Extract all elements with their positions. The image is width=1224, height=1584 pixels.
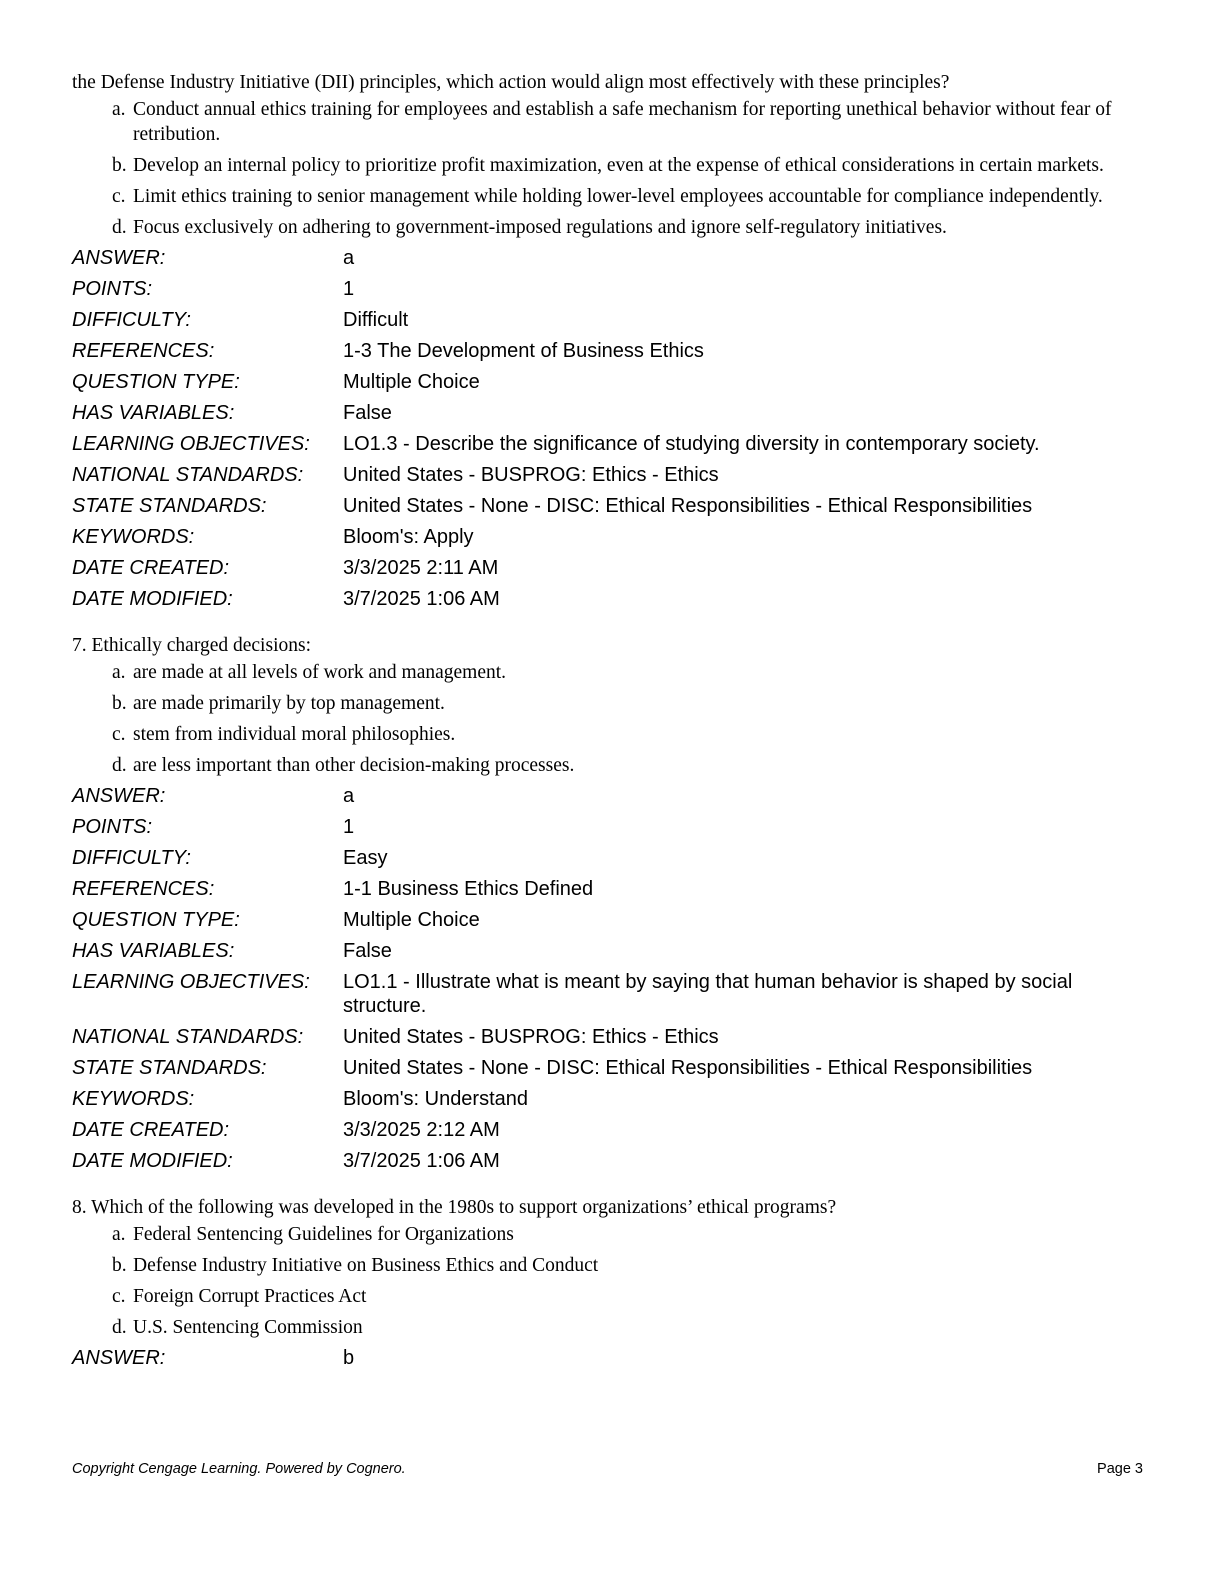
answer-choices (72, 1222, 1152, 1340)
meta-value: LO1.3 - Describe the significance of studying diversity in contemporary society. (343, 433, 1040, 455)
meta-row-has-variables (72, 939, 1152, 963)
meta-key: HAS VARIABLES: (72, 402, 235, 424)
meta-key: DATE CREATED: (72, 557, 230, 579)
meta-value: LO1.1 - Illustrate what is meant by saying that human behavior is shaped by social structure. (343, 971, 1073, 1017)
choice-letter: a. (112, 1224, 126, 1245)
meta-row-date-created (72, 1118, 1152, 1142)
meta-value: Bloom's: Apply (343, 526, 474, 548)
meta-row-points (72, 277, 1152, 301)
choice-text: Federal Sentencing Guidelines for Organizations (133, 1224, 514, 1245)
choice-b (72, 153, 1152, 178)
meta-key: REFERENCES: (72, 340, 215, 362)
meta-value: Difficult (343, 309, 409, 331)
meta-row-learning-objectives (72, 970, 1152, 1018)
meta-key: DIFFICULTY: (72, 309, 191, 331)
choice-c (72, 184, 1152, 209)
choice-d (72, 753, 1152, 778)
meta-value: a (343, 247, 355, 269)
meta-key: POINTS: (72, 816, 153, 838)
meta-key: KEYWORDS: (72, 1088, 195, 1110)
meta-row-points (72, 815, 1152, 839)
question-metadata (72, 246, 1152, 611)
choice-letter: c. (112, 1286, 126, 1307)
meta-key: POINTS: (72, 278, 153, 300)
choice-text: stem from individual moral philosophies. (133, 724, 456, 745)
meta-value: Bloom's: Understand (343, 1088, 529, 1110)
question-stem: 8. Which of the following was developed in the 1980s to support organizations’ ethical programs? (72, 1197, 837, 1218)
choice-c (72, 722, 1152, 747)
choice-letter: c. (112, 186, 126, 207)
meta-key: LEARNING OBJECTIVES: (72, 433, 310, 455)
meta-value: United States - BUSPROG: Ethics - Ethics (343, 1026, 719, 1048)
meta-row-keywords (72, 1087, 1152, 1111)
meta-row-keywords (72, 525, 1152, 549)
meta-key: LEARNING OBJECTIVES: (72, 971, 310, 993)
meta-row-question-type (72, 370, 1152, 394)
choice-letter: a. (112, 99, 126, 120)
choice-c (72, 1284, 1152, 1309)
choice-d (72, 1315, 1152, 1340)
meta-key: QUESTION TYPE: (72, 371, 240, 393)
choice-letter: a. (112, 662, 126, 683)
choice-text: are made at all levels of work and management. (133, 662, 507, 683)
question-block (72, 70, 1152, 611)
meta-key: REFERENCES: (72, 878, 215, 900)
meta-value: False (343, 402, 392, 424)
meta-value: 3/7/2025 1:06 AM (343, 1150, 500, 1172)
meta-row-learning-objectives (72, 432, 1152, 456)
meta-value: 1-1 Business Ethics Defined (343, 878, 594, 900)
meta-value: Multiple Choice (343, 371, 480, 393)
meta-row-date-created (72, 556, 1152, 580)
meta-row-has-variables (72, 401, 1152, 425)
meta-row-national-standards (72, 1025, 1152, 1049)
choice-letter: d. (112, 217, 127, 238)
meta-value: Multiple Choice (343, 909, 480, 931)
meta-key: ANSWER: (72, 785, 166, 807)
choice-b (72, 691, 1152, 716)
meta-row-state-standards (72, 494, 1152, 518)
meta-row-answer (72, 1346, 1152, 1370)
choice-letter: b. (112, 1255, 127, 1276)
meta-key: KEYWORDS: (72, 526, 195, 548)
meta-key: HAS VARIABLES: (72, 940, 235, 962)
meta-key: QUESTION TYPE: (72, 909, 240, 931)
meta-key: STATE STANDARDS: (72, 1057, 267, 1079)
choice-letter: d. (112, 1317, 127, 1338)
choice-a (72, 97, 1152, 147)
meta-value: United States - None - DISC: Ethical Responsibilities - Ethical Responsibilities (343, 1057, 1033, 1079)
choice-text: Foreign Corrupt Practices Act (133, 1286, 367, 1307)
page-number: Page 3 (1097, 1461, 1143, 1477)
meta-row-references (72, 877, 1152, 901)
meta-value: United States - None - DISC: Ethical Responsibilities - Ethical Responsibilities (343, 495, 1033, 517)
meta-value: b (343, 1347, 355, 1369)
meta-row-answer (72, 784, 1152, 808)
question-metadata (72, 1346, 1152, 1370)
meta-value: 3/7/2025 1:06 AM (343, 588, 500, 610)
choice-letter: b. (112, 155, 127, 176)
meta-key: DATE CREATED: (72, 1119, 230, 1141)
choice-letter: b. (112, 693, 127, 714)
meta-row-references (72, 339, 1152, 363)
meta-key: NATIONAL STANDARDS: (72, 1026, 304, 1048)
question-stem: the Defense Industry Initiative (DII) principles, which action would align most effectively with these principles? (72, 72, 950, 93)
question-metadata (72, 784, 1152, 1173)
meta-row-answer (72, 246, 1152, 270)
choice-d (72, 215, 1152, 240)
choice-text: are less important than other decision-making processes. (133, 755, 575, 776)
meta-row-difficulty (72, 846, 1152, 870)
choice-b (72, 1253, 1152, 1278)
meta-key: STATE STANDARDS: (72, 495, 267, 517)
meta-value: 3/3/2025 2:11 AM (343, 557, 499, 579)
meta-value: 1 (343, 278, 355, 300)
choice-text: Focus exclusively on adhering to government-imposed regulations and ignore self-regulatory initiatives. (133, 217, 947, 238)
question-stem: 7. Ethically charged decisions: (72, 635, 311, 656)
meta-value: 3/3/2025 2:12 AM (343, 1119, 500, 1141)
question-block (72, 1195, 1152, 1370)
meta-row-date-modified (72, 1149, 1152, 1173)
choice-text: U.S. Sentencing Commission (133, 1317, 363, 1338)
document-page (72, 70, 1152, 1377)
meta-key: DATE MODIFIED: (72, 1150, 233, 1172)
meta-row-question-type (72, 908, 1152, 932)
meta-value: 1-3 The Development of Business Ethics (343, 340, 704, 362)
meta-key: DIFFICULTY: (72, 847, 191, 869)
choice-letter: c. (112, 724, 126, 745)
choice-a (72, 1222, 1152, 1247)
meta-row-state-standards (72, 1056, 1152, 1080)
choice-letter: d. (112, 755, 127, 776)
meta-key: DATE MODIFIED: (72, 588, 233, 610)
choice-text: Defense Industry Initiative on Business Ethics and Conduct (133, 1255, 599, 1276)
copyright-text: Copyright Cengage Learning. Powered by Cognero. (72, 1461, 406, 1477)
choice-text: Develop an internal policy to prioritize profit maximization, even at the expense of ethical considerations in certain markets. (133, 155, 1104, 176)
meta-row-difficulty (72, 308, 1152, 332)
question-block (72, 633, 1152, 1173)
choice-text: Limit ethics training to senior management while holding lower-level employees accountable for compliance independently. (133, 186, 1103, 207)
meta-row-national-standards (72, 463, 1152, 487)
meta-value: False (343, 940, 392, 962)
choice-text: are made primarily by top management. (133, 693, 445, 714)
meta-value: United States - BUSPROG: Ethics - Ethics (343, 464, 719, 486)
page-footer (72, 1461, 1143, 1477)
meta-value: 1 (343, 816, 355, 838)
meta-key: ANSWER: (72, 1347, 166, 1369)
meta-key: NATIONAL STANDARDS: (72, 464, 304, 486)
meta-key: ANSWER: (72, 247, 166, 269)
answer-choices (72, 97, 1152, 240)
meta-value: a (343, 785, 355, 807)
meta-row-date-modified (72, 587, 1152, 611)
choice-text: Conduct annual ethics training for employees and establish a safe mechanism for reporting unethical behavior without fear of retribution. (133, 99, 1112, 145)
meta-value: Easy (343, 847, 388, 869)
answer-choices (72, 660, 1152, 778)
choice-a (72, 660, 1152, 685)
